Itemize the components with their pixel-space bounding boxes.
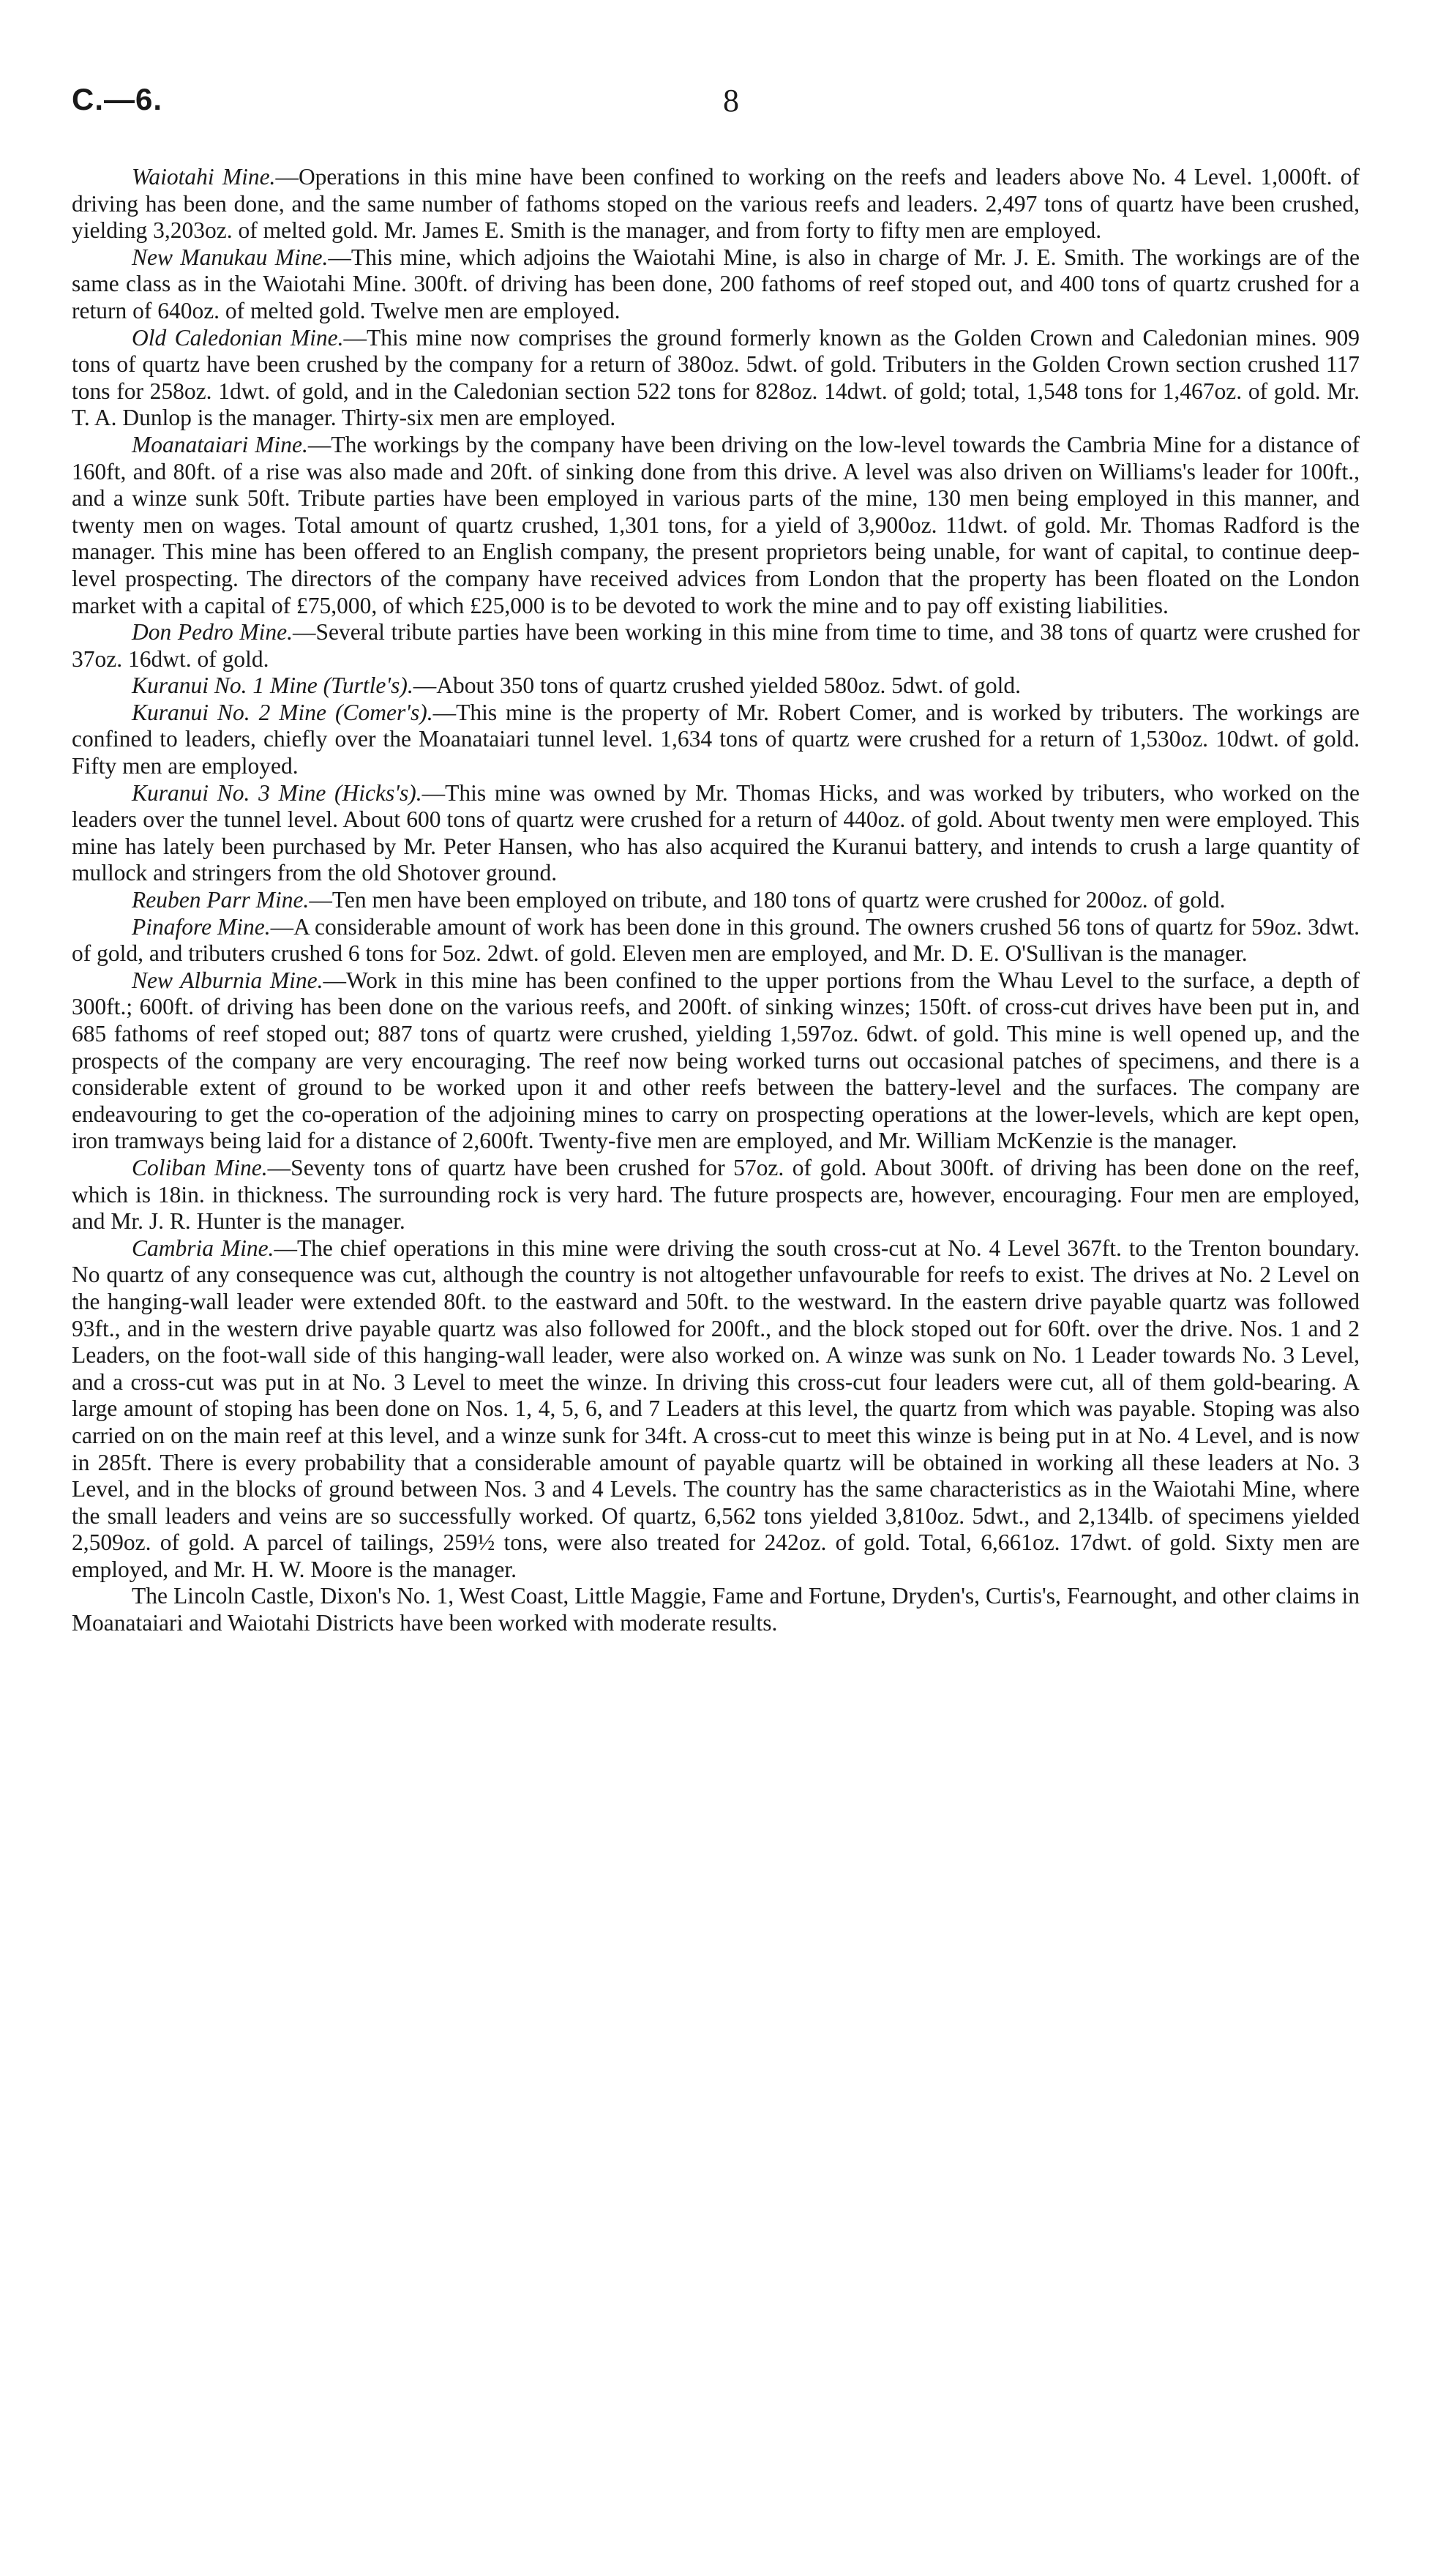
paragraph-text: The Lincoln Castle, Dixon's No. 1, West Coast, Little Maggie, Fame and Fortune, Dryden's, Curtis's, Fearnought, and other claims in Moanataiari and Waiotahi Districts have been worked with moderate results.: [72, 1583, 1360, 1636]
paragraph-text: —Ten men have been employed on tribute, and 180 tons of quartz were crushed for 200oz. of gold.: [309, 887, 1226, 913]
paragraph-kuranui-no-1-mine: [72, 673, 1360, 700]
paragraph-other-claims: [72, 1583, 1360, 1636]
paragraph-pinafore-mine: [72, 914, 1360, 967]
mine-name: Coliban Mine.: [132, 1154, 268, 1180]
paragraph-text: —Operations in this mine have been confined to working on the reefs and leaders above No. 4 Level. 1,000ft. of driving has been done, and the same number of fathoms stoped on the various reefs and leaders. 2,497 tons of quartz have been crushed, yielding 3,203oz. of melted gold. Mr. James E. Smith is the manager, and from forty to fifty men are employed.: [72, 164, 1360, 244]
paragraph-old-caledonian-mine: [72, 325, 1360, 432]
mine-name: Cambria Mine.: [132, 1235, 274, 1261]
paragraph-don-pedro-mine: [72, 619, 1360, 673]
paragraph-cambria-mine: [72, 1235, 1360, 1584]
paragraph-text: —The workings by the company have been driving on the low-level towards the Cambria Mine for a distance of 160ft, and 80ft. of a rise was also made and 20ft. of sinking done from this drive. A level was also driven on Williams's leader for 100ft., and a winze sunk 50ft. Tribute parties have been employed in various parts of the mine, 130 men being employed in this manner, and twenty men on wages. Total amount of quartz crushed, 1,301 tons, for a yield of 3,900oz. 11dwt. of gold. Mr. Thomas Radford is the manager. This mine has been offered to an English company, the present proprietors being unable, for want of capital, to continue deep-level prospecting. The directors of the company have received advices from London that the property has been floated on the London market with a capital of £75,000, of which £25,000 is to be devoted to work the mine and to pay off existing liabilities.: [72, 431, 1360, 618]
mine-name: Waiotahi Mine.: [132, 164, 276, 190]
mine-name: Reuben Parr Mine.: [132, 887, 310, 913]
document-body: [72, 164, 1360, 1637]
mine-name: New Alburnia Mine.: [132, 967, 323, 993]
page-number: 8: [723, 83, 739, 119]
paragraph-text: —A considerable amount of work has been done in this ground. The owners crushed 56 tons of quartz for 59oz. 3dwt. of gold, and tributers crushed 6 tons for 5oz. 2dwt. of gold. Eleven men are employed, and Mr. D. E. O'Sullivan is the manager.: [72, 913, 1360, 967]
paragraph-waiotahi-mine: [72, 164, 1360, 244]
mine-name: Kuranui No. 3 Mine (Hicks's).: [132, 779, 422, 806]
mine-name: New Manukau Mine.: [132, 244, 329, 270]
mine-name: Old Caledonian Mine.: [132, 324, 344, 351]
paragraph-text: —Several tribute parties have been working in this mine from time to time, and 38 tons of quartz were crushed for 37oz. 16dwt. of gold.: [72, 619, 1360, 672]
mine-name: Kuranui No. 1 Mine (Turtle's).: [132, 673, 413, 699]
mine-name: Don Pedro Mine.: [132, 619, 293, 645]
paragraph-new-manukau-mine: [72, 244, 1360, 325]
paragraph-text: —This mine, which adjoins the Waiotahi Mine, is also in charge of Mr. J. E. Smith. The workings are of the same class as in the Waiotahi Mine. 300ft. of driving has been done, 200 fathoms of reef stoped out, and 400 tons of quartz crushed for a return of 640oz. of melted gold. Twelve men are employed.: [72, 244, 1360, 323]
paragraph-text: —This mine now comprises the ground formerly known as the Golden Crown and Caledonian mines. 909 tons of quartz have been crushed by the company for a return of 380oz. 5dwt. of gold. Tributers in the Golden Crown section crushed 117 tons for 258oz. 1dwt. of gold, and in the Caledonian section 522 tons for 828oz. 14dwt. of gold; total, 1,548 tons for 1,467oz. of gold. Mr. T. A. Dunlop is the manager. Thirty-six men are employed.: [72, 324, 1360, 431]
paragraph-text: —Work in this mine has been confined to the upper portions from the Whau Level to the surface, a depth of 300ft.; 600ft. of driving has been done on the various reefs, and 200ft. of sinking winzes; 150ft. of cross-cut drives have been put in, and 685 fathoms of reef stoped out; 887 tons of quartz were crushed, yielding 1,597oz. 6dwt. of gold. This mine is well opened up, and the prospects of the company are very encouraging. The reef now being worked turns out occasional patches of specimens, and there is a considerable extent of ground to be worked upon it and other reefs between the battery-level and the surfaces. The company are endeavouring to get the co-operation of the adjoining mines to carry on prospecting operations at the lower-levels, which are kept open, iron tramways being laid for a distance of 2,600ft. Twenty-five men are employed, and Mr. William McKenzie is the manager.: [72, 967, 1360, 1154]
mine-name: Moanataiari Mine.: [132, 431, 308, 457]
paragraph-text: —The chief operations in this mine were driving the south cross-cut at No. 4 Level 367ft. to the Trenton boundary. No quartz of any consequence was cut, although the country is not altogether unfavourable for reefs to exist. The drives at No. 2 Level on the hanging-wall leader were extended 80ft. to the eastward and 50ft. to the westward. In the eastern drive payable quartz was followed 93ft., and in the western drive payable quartz was also followed for 200ft., and the block stoped out for 60ft. over the drive. Nos. 1 and 2 Leaders, on the foot-wall side of this hanging-wall leader, were also worked on. A winze was sunk on No. 1 Leader towards No. 3 Level, and a cross-cut was put in at No. 3 Level to meet the winze. In driving this cross-cut four leaders were cut, all of them gold-bearing. A large amount of stoping has been done on Nos. 1, 4, 5, 6, and 7 Leaders at this level, the quartz from which was payable. Stoping was also carried on on the main reef at this level, and a winze sunk for 34ft. A cross-cut to meet this winze is being put in at No. 4 Level, and is now in 285ft. There is every probability that a considerable amount of payable quartz will be obtained in working all these leaders at No. 3 Level, and in the blocks of ground between Nos. 3 and 4 Levels. The country has the same characteristics as in the Waiotahi Mine, where the small leaders and veins are so successfully worked. Of quartz, 6,562 tons yielded 3,810oz. 5dwt., and 2,134lb. of specimens yielded 2,509oz. of gold. A parcel of tailings, 259½ tons, were also treated for 242oz. of gold. Total, 6,661oz. 17dwt. of gold. Sixty men are employed, and Mr. H. W. Moore is the manager.: [72, 1235, 1360, 1582]
paragraph-text: —About 350 tons of quartz crushed yielded 580oz. 5dwt. of gold.: [413, 673, 1021, 699]
document-reference: C.—6.: [72, 82, 163, 116]
paragraph-text: —Seventy tons of quartz have been crushed for 57oz. of gold. About 300ft. of driving has been done on the reef, which is 18in. in thickness. The surrounding rock is very hard. The future prospects are, however, encouraging. Four men are employed, and Mr. J. R. Hunter is the manager.: [72, 1154, 1360, 1235]
paragraph-reuben-parr-mine: [72, 887, 1360, 914]
document-page: [72, 82, 1360, 1637]
mine-name: Pinafore Mine.: [132, 913, 271, 940]
mine-name: Kuranui No. 2 Mine (Comer's).: [132, 699, 433, 725]
paragraph-text: —This mine was owned by Mr. Thomas Hicks, and was worked by tributers, who worked on the leaders over the tunnel level. About 600 tons of quartz were crushed for a return of 440oz. of gold. About twenty men were employed. This mine has lately been purchased by Mr. Peter Hansen, who has also acquired the Kuranui battery, and intends to crush a large quantity of mullock and stringers from the old Shotover ground.: [72, 779, 1360, 886]
paragraph-moanataiari-mine: [72, 432, 1360, 619]
paragraph-kuranui-no-2-mine: [72, 700, 1360, 780]
paragraph-new-alburnia-mine: [72, 967, 1360, 1155]
paragraph-kuranui-no-3-mine: [72, 780, 1360, 887]
paragraph-text: —This mine is the property of Mr. Robert Comer, and is worked by tributers. The workings are confined to leaders, chiefly over the Moanataiari tunnel level. 1,634 tons of quartz were crushed for a return of 1,530oz. 10dwt. of gold. Fifty men are employed.: [72, 699, 1360, 779]
paragraph-coliban-mine: [72, 1155, 1360, 1235]
page-header: [72, 82, 1360, 126]
